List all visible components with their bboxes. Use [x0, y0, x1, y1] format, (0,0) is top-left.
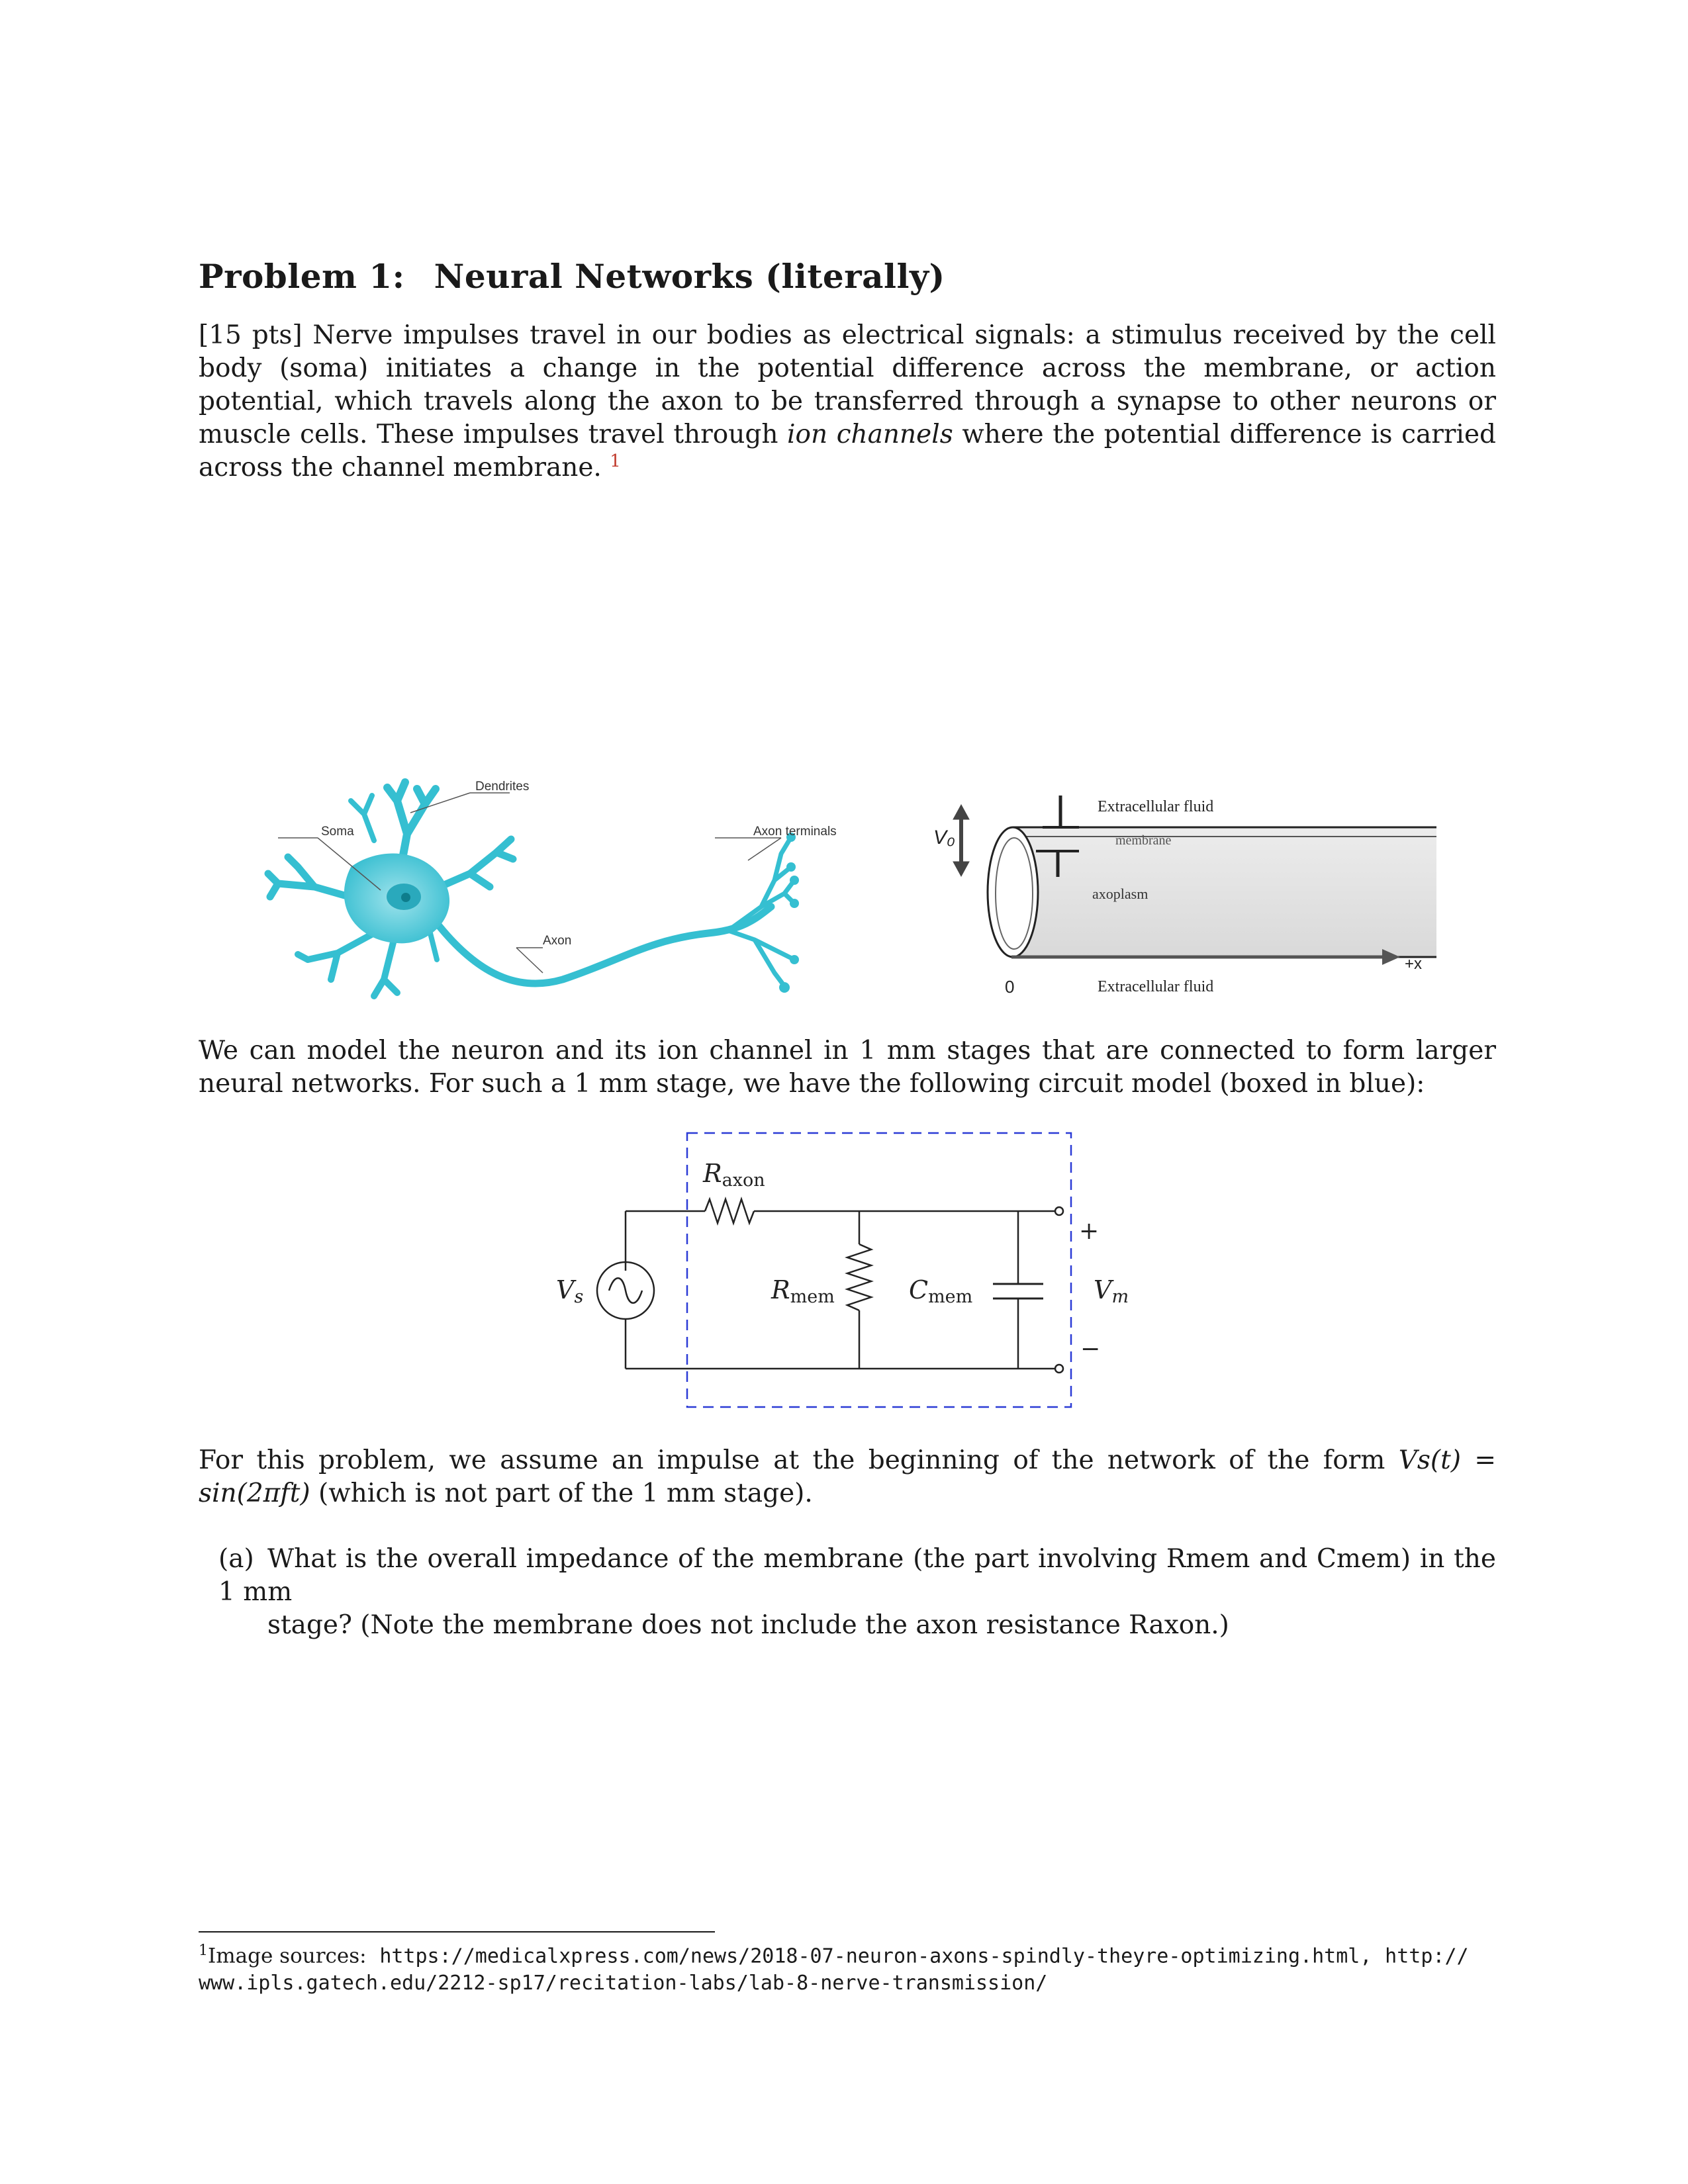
footnote-url-1[interactable]: https://medicalxpress.com/news/2018-07-neuron-axons-spindly-theyre-optimizing.html,: [379, 1944, 1372, 1968]
label-r-axon: Raxon: [703, 1159, 765, 1191]
label-vs: Vs: [556, 1275, 584, 1307]
question-text-line2: stage? (Note the membrane does not include the axon resistance Raxon.): [267, 1610, 1229, 1640]
label-zero: 0: [1005, 977, 1015, 997]
model-paragraph: We can model the neuron and its ion channel in 1 mm stages that are connected to form larger neural networks. For such a 1 mm stage, we have the following circuit model (boxed in blue):: [199, 1036, 1496, 1099]
footnote-link[interactable]: 1: [610, 451, 621, 471]
problem-number: Problem 1:: [199, 257, 405, 296]
r-mem-resistor: [847, 1244, 871, 1310]
problem-title: Neural Networks (literally): [434, 257, 945, 296]
label-c-mem: Cmem: [909, 1275, 973, 1307]
points: [15 pts]: [199, 320, 303, 350]
intro-italic: ion channels: [787, 420, 953, 449]
label-vm: Vm: [1094, 1275, 1129, 1307]
intro-text-end: where the potential difference is carried across the channel membrane.: [199, 420, 1496, 482]
label-axon-terminals: Axon terminals: [753, 825, 837, 839]
label-dendrites: Dendrites: [475, 780, 530, 794]
circuit-diagram: [530, 1125, 1129, 1416]
intro-text: Nerve impulses travel in our bodies as electrical signals: a stimulus received by the cell body (soma) initiates a change in the potential difference across the membrane, or action potential, which travels along the axon to be transferred through a synapse to other neurons or muscle cells. These impulses travel through: [199, 320, 1496, 449]
footnote-mark: 1: [199, 1942, 208, 1959]
label-r-mem: Rmem: [771, 1275, 835, 1307]
label-plus: +: [1079, 1218, 1100, 1245]
footnote-lead: Image sources:: [208, 1944, 367, 1968]
assumption-text: For this problem, we assume an impulse at the beginning of the network of the form: [199, 1445, 1385, 1475]
impulse-formula: Vs(t) = sin(2πft): [199, 1445, 1497, 1508]
assumption-paragraph: [199, 1444, 1496, 1510]
footnote-url-2-start[interactable]: http://: [1385, 1944, 1469, 1968]
label-v0: V₀: [933, 827, 955, 848]
neuron-illustration: [252, 774, 880, 1013]
question-a: [218, 1543, 1496, 1642]
label-axon: Axon: [543, 934, 572, 948]
label-soma: Soma: [321, 825, 354, 839]
footnote: [199, 1938, 1496, 1997]
label-extracellular-top: Extracellular fluid: [1098, 798, 1214, 815]
label-axoplasm: axoplasm: [1092, 886, 1149, 902]
label-minus: −: [1080, 1336, 1101, 1363]
problem-heading: [199, 257, 945, 296]
assumption-text-end: (which is not part of the 1 mm stage).: [318, 1479, 813, 1508]
r-axon-resistor: [705, 1199, 754, 1223]
label-membrane: membrane: [1115, 833, 1172, 848]
label-plus-x: +x: [1405, 955, 1423, 973]
footnote-rule: [199, 1931, 715, 1933]
question-label: (a): [218, 1544, 254, 1574]
footnote-url-2-end[interactable]: www.ipls.gatech.edu/2212-sp17/recitation-labs/lab-8-nerve-transmission/: [199, 1972, 1048, 1995]
question-text-line1: What is the overall impedance of the membrane (the part involving Rmem and Cmem) in the 1 mm: [218, 1544, 1496, 1607]
axon-diagram: [907, 788, 1450, 1013]
intro-paragraph: [199, 319, 1496, 484]
label-extracellular-bottom: Extracellular fluid: [1098, 978, 1214, 995]
